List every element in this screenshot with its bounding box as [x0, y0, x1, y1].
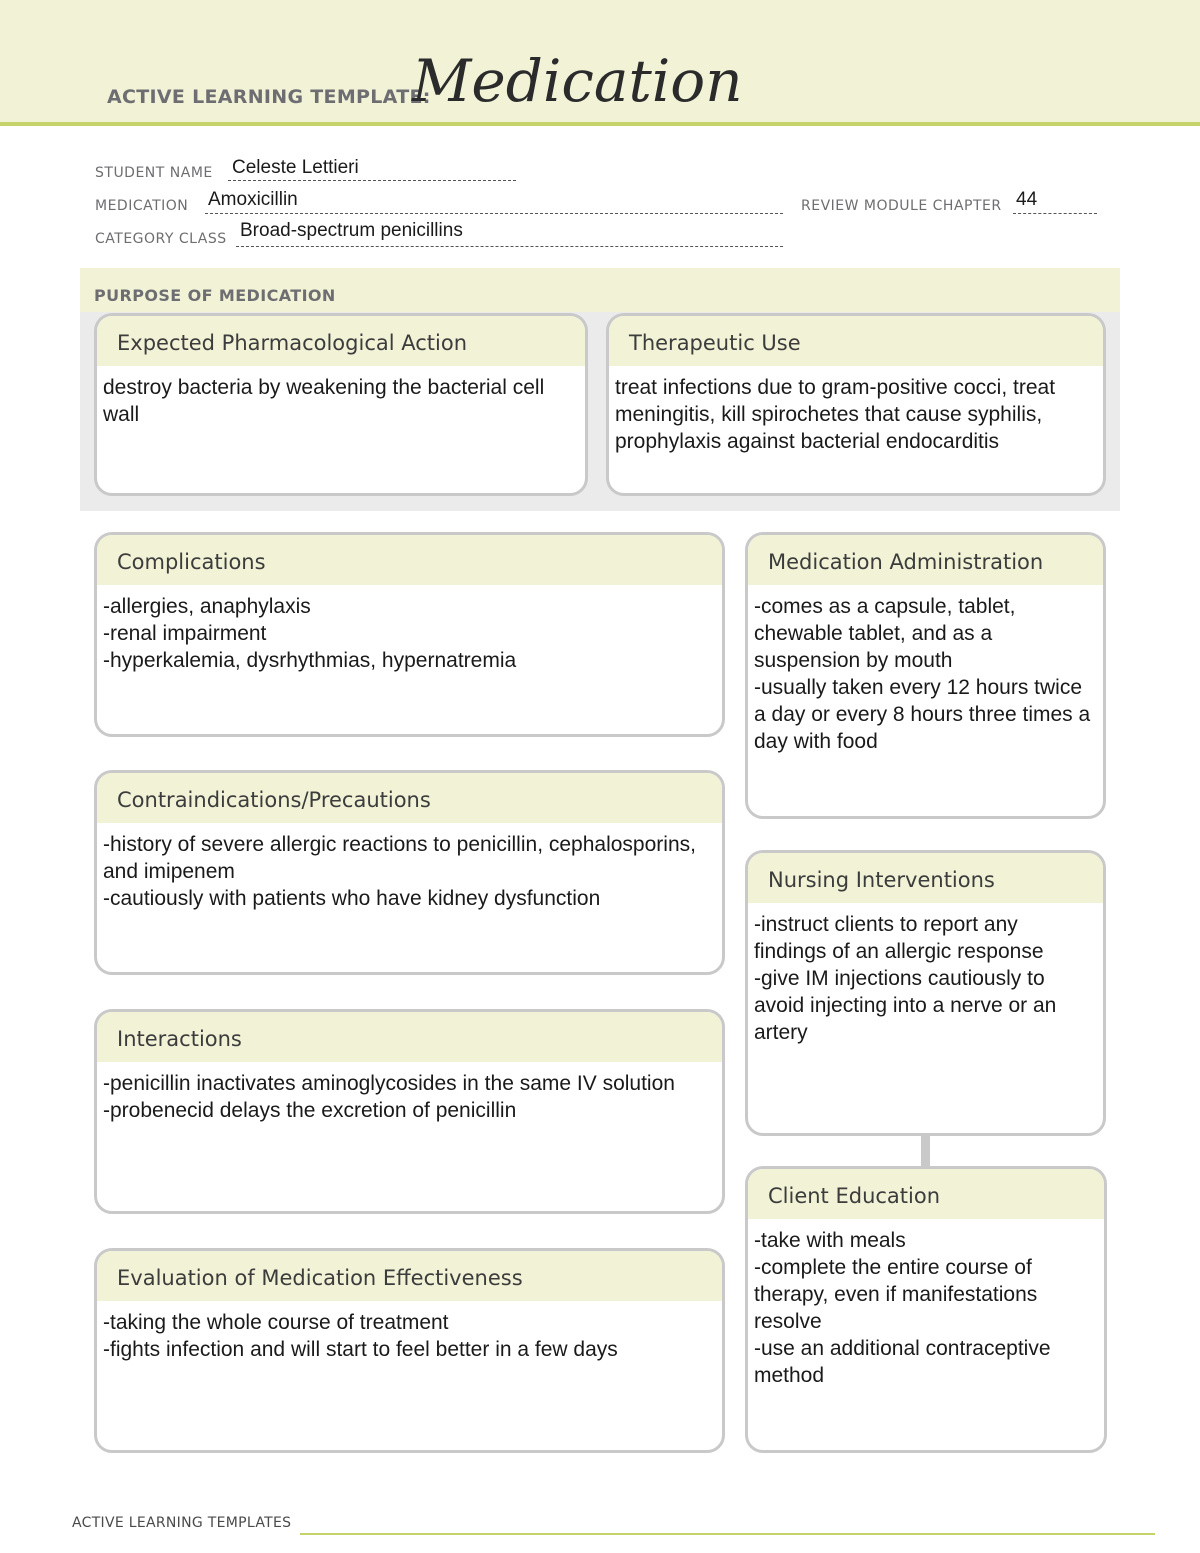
therapeutic-use-box — [606, 313, 1106, 496]
evaluation-text[interactable]: -taking the whole course of treatment -fights infection and will start to feel better in a few days — [103, 1311, 618, 1361]
student-name-label: STUDENT NAME — [95, 165, 213, 181]
template-prefix: ACTIVE LEARNING TEMPLATE: — [107, 86, 431, 108]
medication-label: MEDICATION — [95, 198, 189, 214]
header-divider — [0, 122, 1200, 126]
footer-label: ACTIVE LEARNING TEMPLATES — [72, 1515, 292, 1531]
contraindications-box — [94, 770, 725, 975]
review-chapter-line — [1013, 213, 1097, 214]
interactions-text[interactable]: -penicillin inactivates aminoglycosides in the same IV solution -probenecid delays the excretion of penicillin — [103, 1072, 675, 1122]
review-chapter-label: REVIEW MODULE CHAPTER — [801, 198, 1002, 214]
interactions-box — [94, 1009, 725, 1214]
administration-box — [745, 532, 1106, 819]
medication-field[interactable]: Amoxicillin — [208, 189, 298, 210]
therapeutic-use-title: Therapeutic Use — [609, 316, 1103, 366]
administration-title: Medication Administration — [748, 535, 1103, 585]
evaluation-title: Evaluation of Medication Effectiveness — [97, 1251, 722, 1301]
student-name-field[interactable]: Celeste Lettieri — [232, 157, 359, 178]
expected-action-text[interactable]: destroy bacteria by weakening the bacterial cell wall — [103, 376, 545, 426]
category-class-label: CATEGORY CLASS — [95, 231, 227, 247]
contraindications-text[interactable]: -history of severe allergic reactions to penicillin, cephalosporins, and imipenem -cautiously with patients who have kidney dysfunction — [103, 833, 696, 910]
client-education-text[interactable]: -take with meals -complete the entire course of therapy, even if manifestations resolve -use an additional contraceptive method — [754, 1229, 1051, 1387]
expected-action-title: Expected Pharmacological Action — [97, 316, 585, 366]
purpose-label: PURPOSE OF MEDICATION — [94, 286, 336, 305]
therapeutic-use-text[interactable]: treat infections due to gram-positive cocci, treat meningitis, kill spirochetes that cause syphilis, prophylaxis against bacterial endocarditis — [615, 376, 1056, 453]
review-chapter-field[interactable]: 44 — [1016, 189, 1038, 210]
nursing-interventions-box — [745, 850, 1106, 1136]
client-education-title: Client Education — [748, 1169, 1104, 1219]
student-name-line — [228, 180, 516, 181]
medication-line — [205, 213, 783, 214]
administration-text[interactable]: -comes as a capsule, tablet, chewable tablet, and as a suspension by mouth -usually taken every 12 hours twice a day or every 8 hours three times a day with food — [754, 595, 1091, 753]
category-class-field[interactable]: Broad-spectrum penicillins — [240, 220, 463, 241]
box-connector — [921, 1134, 930, 1166]
evaluation-box — [94, 1248, 725, 1453]
contraindications-title: Contraindications/Precautions — [97, 773, 722, 823]
page-title: Medication — [412, 47, 743, 115]
nursing-interventions-title: Nursing Interventions — [748, 853, 1103, 903]
complications-text[interactable]: -allergies, anaphylaxis -renal impairment -hyperkalemia, dysrhythmias, hypernatremia — [103, 595, 517, 672]
nursing-interventions-text[interactable]: -instruct clients to report any findings of an allergic response -give IM injections cautiously to avoid injecting into a nerve or an artery — [754, 913, 1057, 1044]
client-education-box — [745, 1166, 1107, 1453]
interactions-title: Interactions — [97, 1012, 722, 1062]
complications-box — [94, 532, 725, 737]
category-class-line — [236, 246, 783, 247]
footer-divider — [300, 1533, 1155, 1535]
complications-title: Complications — [97, 535, 722, 585]
expected-action-box — [94, 313, 588, 496]
